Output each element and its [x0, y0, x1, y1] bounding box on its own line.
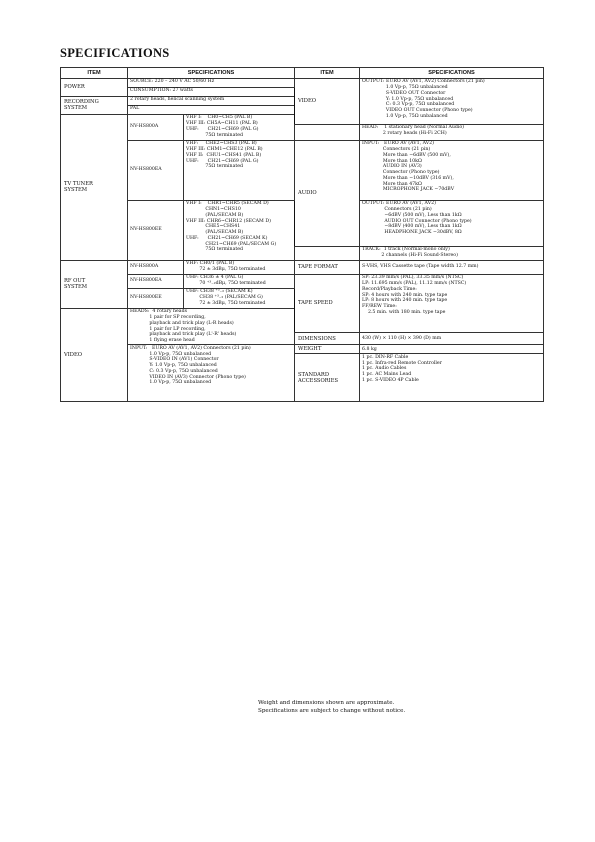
footnotes — [258, 699, 405, 715]
power-consumption: CONSUMPTION: 27 watts — [128, 87, 295, 96]
tuner-hs800ee-spec: VHF I: CHR1~CHR5 (SECAM D) CHN1~CHS10 (PAL/SECAM B) VHF III: CHR6~CHR12 (SECAM D) CHE5~CHS41 (PAL/SECAM B) UHF: CH21~CH69 (SECAM K) CH21~CH69 (PAL/SECAM G) 75Ω terminated — [184, 200, 295, 260]
rf-model-hs800ee: NV-HS800EE — [128, 288, 184, 308]
table-header-row — [61, 68, 544, 79]
video-input: INPUT: EURO AV (AV1, AV2) Connectors (21 pin) 1.0 Vp-p, 75Ω unbalanced S-VIDEO IN (AV1) Connector Y: 1.0 Vp-p, 75Ω unbalanced C: 0.3 Vp-p, 75Ω unbalanced VIDEO IN (AV3) Connector (Phono type) 1.0 Vp-p, 75Ω unbalanced — [128, 345, 295, 402]
item-tape-speed: TAPE SPEED — [295, 274, 360, 332]
audio-output: OUTPUT: EURO AV (AV1, AV2) Connectors (21 pin) −6dBV (500 mV), Less than 1kΩ AUDIO OUT Connector (Phono type) −8dBV (400 mV), Less than 1kΩ HEADPHONE JACK −30dBV, 8Ω — [360, 200, 544, 246]
tape-speed: SP: 23.39 mm/s (PAL), 33.35 mm/s (NTSC) LP: 11.695 mm/s (PAL), 11.12 mm/s (NTSC) Record/Playback Time: SP: 4 hours with 240 min. type tape LP: 8 hours with 240 min. type tape FF/REW Time: 2.5 min. with 180 min. type tape — [360, 274, 544, 332]
video-output: OUTPUT: EURO AV (AV1, AV2) Connectors (21 pin) 1.0 Vp-p, 75Ω unbalanced S-VIDEO OUT Connector Y: 1.0 Vp-p, 75Ω unbalanced C: 0.3 Vp-p, 75Ω unbalanced VIDEO OUT Connector (Phono type) 1.0 Vp-p, 75Ω unbalanced — [360, 78, 544, 124]
item-video-left: VIDEO — [61, 308, 128, 402]
tape-format: S-VHS, VHS Cassette tape (Tape width 12.7 mm) — [360, 260, 544, 274]
item-weight: WEIGHT — [295, 345, 360, 354]
recording-heads: 2 rotary heads, helical scanning system — [128, 96, 295, 105]
item-recording-system: RECORDING SYSTEM — [61, 96, 128, 114]
item-audio-track — [295, 246, 360, 260]
header-spec-left: SPECIFICATIONS — [128, 68, 295, 79]
item-tv-tuner-system: TV TUNER SYSTEM — [61, 114, 128, 260]
header-item-right: ITEM — [295, 68, 360, 79]
audio-head: HEAD: 1 stationary head (Normal Audio) 2 rotary heads (Hi-Fi 2CH) — [360, 124, 544, 140]
video-heads: HEADS: 4 rotary heads 1 pair for SP recording, playback and trick play (L-R heads) 1 pair for LP recording, playback and trick play (L'-R' heads) 1 flying erase head — [128, 308, 295, 345]
page-title: SPECIFICATIONS — [60, 46, 170, 60]
rf-hs800ee-spec: UHF: CH38 ⁺³₋₂ (SECAM K) CH38 ⁺³₋₂ (PAL/SECAM G) 72 ± 3dBμ, 75Ω terminated — [184, 288, 295, 308]
header-item-left: ITEM — [61, 68, 128, 79]
tuner-model-hs800ee: NV-HS800EE — [128, 200, 184, 260]
item-video-right: VIDEO — [295, 78, 360, 124]
rf-hs800a-spec: VHF: CH0/1 (PAL B) 72 ± 3dBμ, 75Ω terminated — [184, 260, 295, 274]
item-power: POWER — [61, 78, 128, 96]
item-audio-head — [295, 124, 360, 140]
item-rf-out-system: RF OUT SYSTEM — [61, 260, 128, 308]
tuner-hs800ea-spec: VHF: CHE2~CHS3 (PAL B) VHF III: CHM1~CHE12 (PAL B) VHF II: CHU1~CHS41 (PAL B) UHF: CH21~CH69 (PAL G) 75Ω terminated — [184, 140, 295, 200]
standard-accessories: 1 pc. DIN-RF Cable 1 pc. Infra-red Remote Controller 1 pc. Audio Cables 1 pc. AC Mains Lead 1 pc. S-VIDEO 4P Cable — [360, 354, 544, 402]
note-subject-to-change: Specifications are subject to change without notice. — [258, 708, 406, 715]
item-tape-format: TAPE FORMAT — [295, 260, 360, 274]
item-standard-accessories: STANDARD ACCESSORIES — [295, 354, 360, 402]
item-audio: AUDIO — [295, 140, 360, 246]
recording-pal: PAL — [128, 105, 295, 114]
dimensions: 430 (W) × 110 (H) × 390 (D) mm — [360, 333, 544, 345]
power-source: SOURCE: 220 – 240 V AC 50/60 Hz — [128, 78, 295, 87]
tuner-model-hs800a: NV-HS800A — [128, 114, 184, 140]
specifications-table — [60, 67, 544, 402]
weight: 6.8 kg — [360, 345, 544, 354]
item-dimensions: DIMENSIONS — [295, 333, 360, 345]
note-approximate: Weight and dimensions shown are approximate. — [258, 700, 395, 706]
tuner-model-hs800ea: NV-HS800EA — [128, 140, 184, 200]
audio-input: INPUT: EURO AV (AV1, AV2) Connectors (21 pin) More than −6dBV (500 mV), More than 10kΩ AUDIO IN (AV3) Connector (Phono type) More than −10dBV (316 mV), More than 47kΩ MICROPHONE JACK −70dBV — [360, 140, 544, 200]
audio-track: TRACK: 1 track (Normal-mono only) 2 channels (Hi-Fi Sound-Stereo) — [360, 246, 544, 260]
rf-hs800ea-spec: UHF: CH36 ± 4 (PAL G) 70 ⁺³₋₂dBμ, 75Ω terminated — [184, 274, 295, 288]
rf-model-hs800a: NV-HS800A — [128, 260, 184, 274]
tuner-hs800a-spec: VHF I: CH0~CH5 (PAL B) VHF III: CH5A~CH11 (PAL B) UHF: CH21~CH69 (PAL G) 75Ω terminated — [184, 114, 295, 140]
header-spec-right: SPECIFICATIONS — [360, 68, 544, 79]
rf-model-hs800ea: NV-HS800EA — [128, 274, 184, 288]
